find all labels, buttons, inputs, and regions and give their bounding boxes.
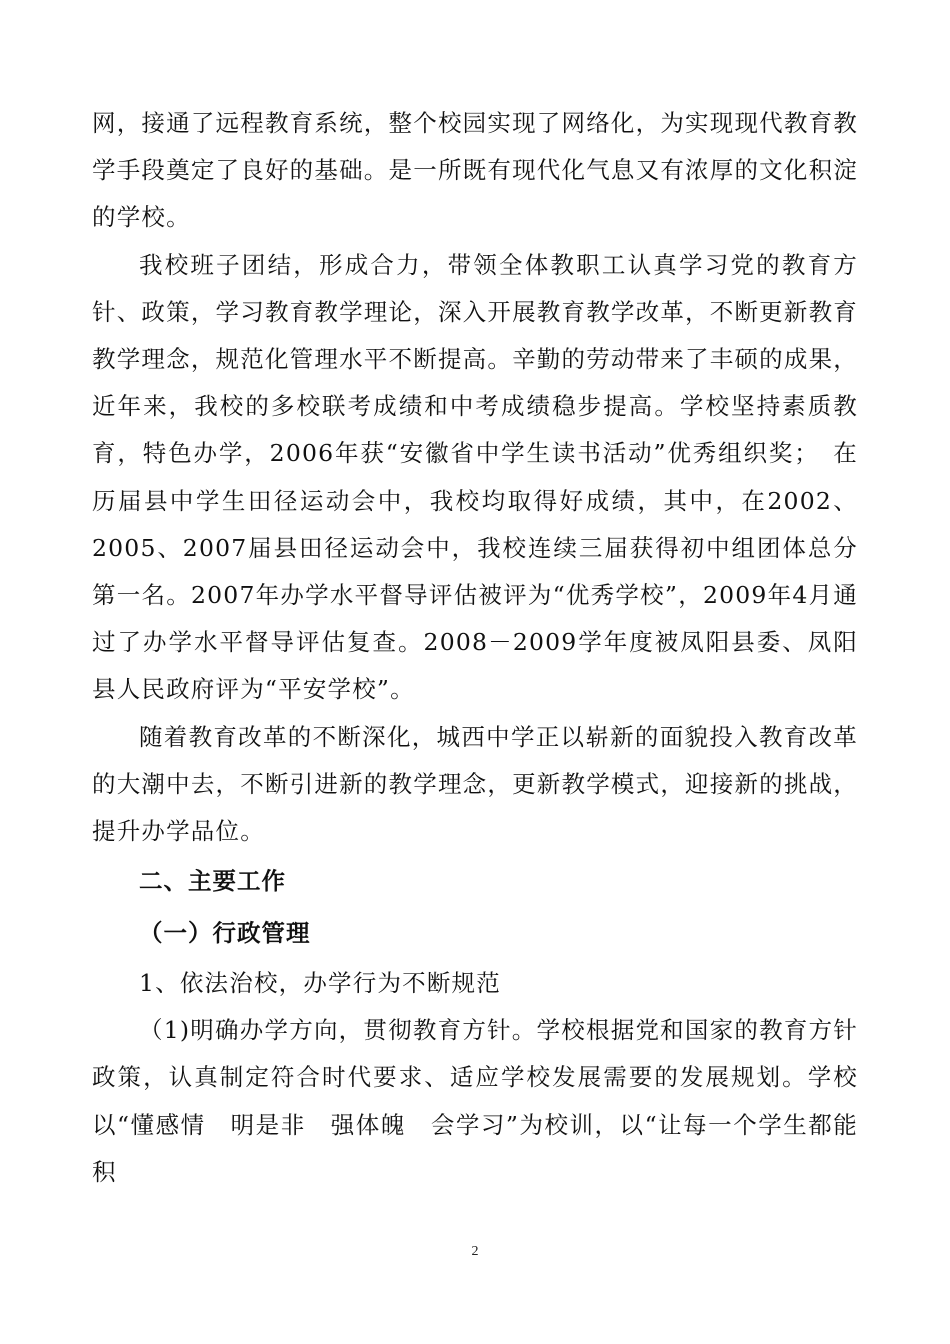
subsection-heading-administration: （一）行政管理 [139, 919, 311, 948]
page-number: 2 [471, 1244, 479, 1259]
paragraph-education-direction: （1)明确办学方向，贯彻教育方针。学校根据党和国家的教育方针政策，认真制定符合时代要求、适应学校发展需要的发展规划。学校以“懂感情 明是非 强体魄 会学习”为校训，以“让每一个学生都能积 [92, 1016, 858, 1186]
paragraph-reform: 随着教育改革的不断深化，城西中学正以崭新的面貌投入教育改革的大潮中去，不断引进新的教学理念，更新教学模式，迎接新的挑战，提升办学品位。 [92, 722, 858, 846]
paragraph-campus-network: 网，接通了远程教育系统，整个校园实现了网络化，为实现现代教育教学手段奠定了良好的基础。是一所既有现代化气息又有浓厚的文化积淀的学校。 [92, 109, 858, 232]
item-heading-rule-of-law: 1、依法治校，办学行为不断规范 [139, 969, 501, 998]
document-body [92, 100, 858, 1196]
section-heading-main-work: 二、主要工作 [139, 867, 286, 896]
paragraph-achievements: 我校班子团结，形成合力，带领全体教职工认真学习党的教育方针、政策，学习教育教学理论，深入开展教育教学改革，不断更新教育教学理念，规范化管理水平不断提高。辛勤的劳动带来了丰硕的成果，近年来，我校的多校联考成绩和中考成绩稳步提高。学校坚持素质教育，特色办学，2006年获“安徽省中学生读书活动”优秀组织奖； 在历届县中学生田径运动会中，我校均取得好成绩，其中，在2002、2005、2007届县田径运动会中，我校连续三届获得初中组团体总分第一名。2007年办学水平督导评估被评为“优秀学校”，2009年4月通过了办学水平督导评估复查。2008－2009学年度被凤阳县委、凤阳县人民政府评为“平安学校”。 [92, 250, 858, 704]
